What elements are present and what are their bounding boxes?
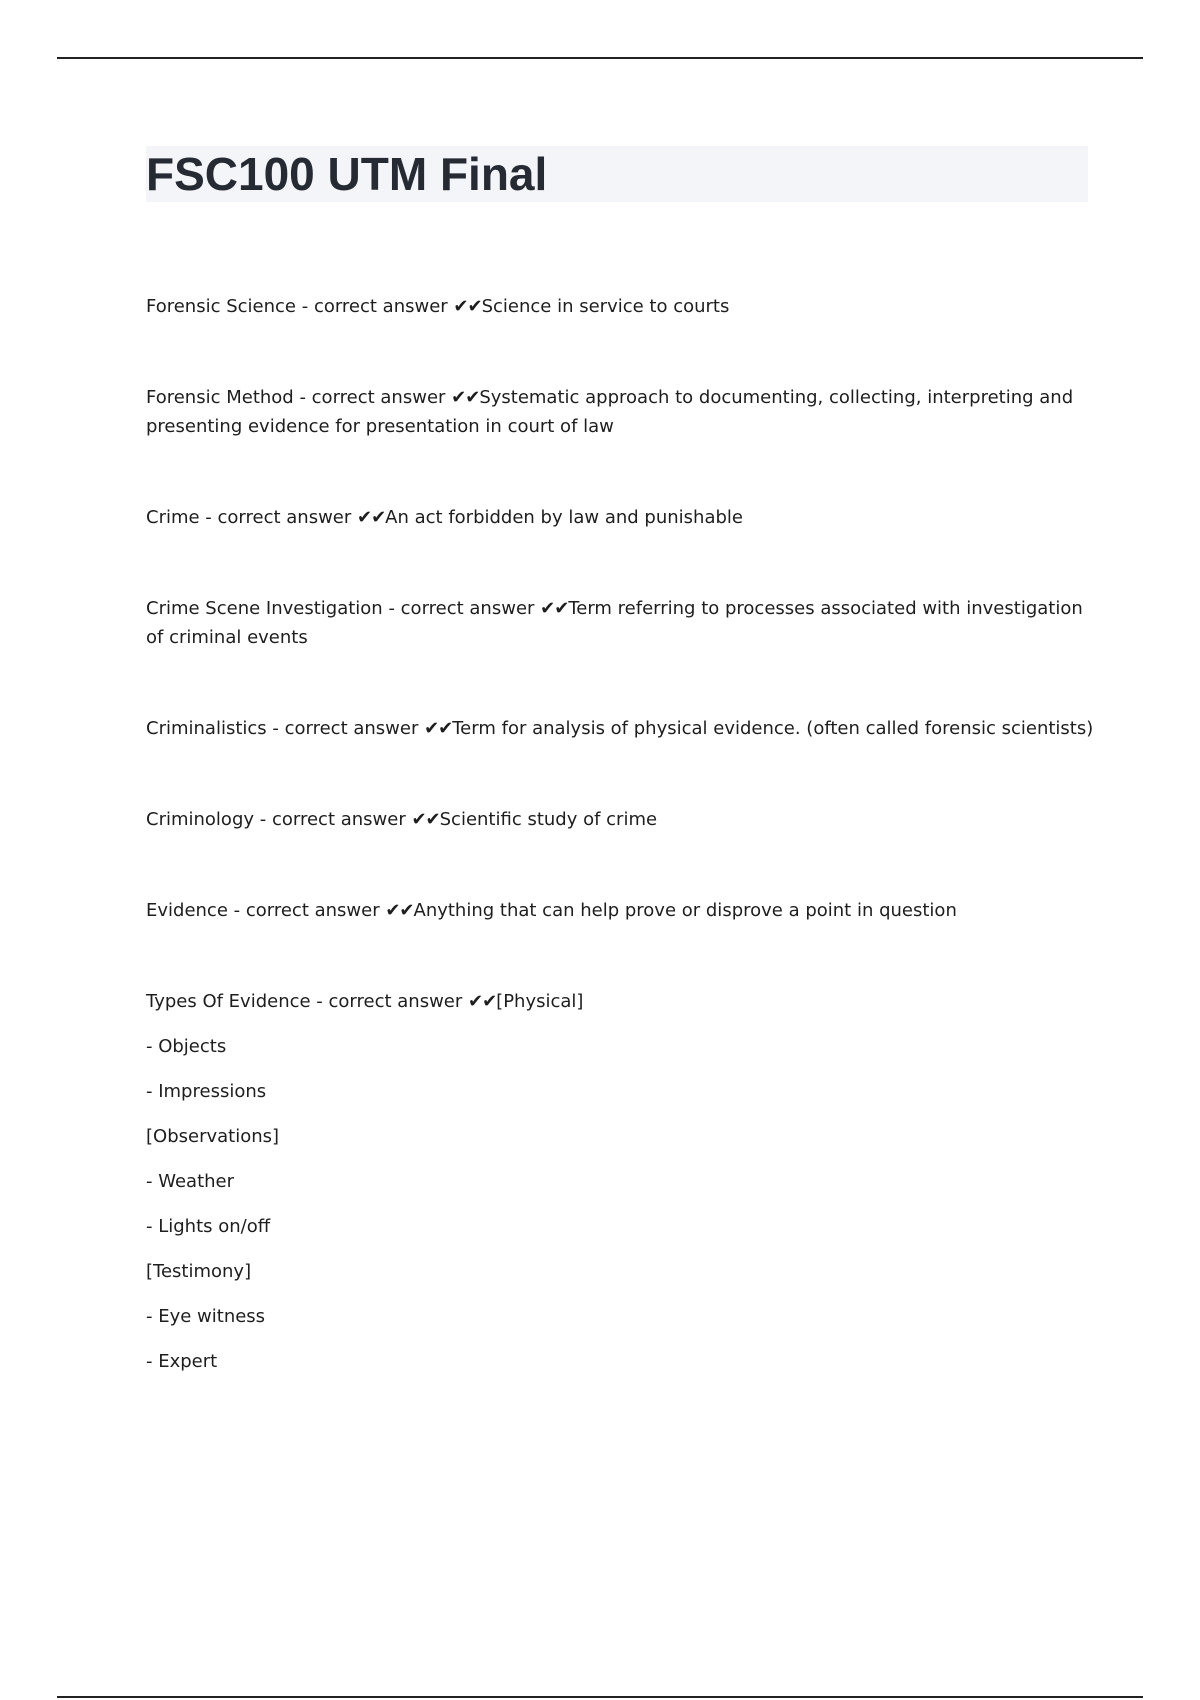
entry-separator: - correct answer: [382, 598, 541, 619]
flashcard-entry-types: [146, 987, 1096, 1376]
flashcard-entry: [146, 805, 1096, 834]
entry-term: Evidence: [146, 900, 228, 921]
checkmark-icon: ✔✔: [385, 900, 414, 921]
entry-answer: Term referring to processes associated with investigation of criminal events: [146, 598, 1083, 648]
flashcard-entry: [146, 503, 1096, 532]
types-heading-line: [146, 987, 1096, 1016]
entry-term: Crime Scene Investigation: [146, 598, 383, 619]
flashcard-entry: [146, 594, 1096, 652]
entry-term: Forensic Science: [146, 296, 296, 317]
entry-separator: - correct answer: [254, 809, 412, 830]
entry-separator: - correct answer: [310, 991, 468, 1012]
types-line-testimony: [Testimony]: [146, 1261, 252, 1282]
entry-answer: Scientific study of crime: [439, 809, 658, 830]
checkmark-icon: ✔✔: [453, 296, 482, 317]
entry-term: Forensic Method: [146, 387, 294, 408]
entry-separator: - correct answer: [266, 718, 425, 739]
checkmark-icon: ✔✔: [540, 598, 569, 619]
entry-separator: - correct answer: [293, 387, 452, 408]
flashcard-entry: [146, 714, 1096, 743]
entry-term: Criminology: [146, 809, 255, 830]
bottom-rule: [57, 1696, 1143, 1698]
flashcard-entry: [146, 896, 1096, 925]
checkmark-icon: ✔✔: [424, 718, 453, 739]
types-line-observations: [Observations]: [146, 1126, 280, 1147]
types-line-impressions: - Impressions: [146, 1081, 267, 1102]
checkmark-icon: ✔✔: [411, 809, 440, 830]
flashcard-entry: [146, 292, 1096, 321]
checkmark-icon: ✔✔: [468, 991, 497, 1012]
entry-answer: Science in service to courts: [481, 296, 730, 317]
entry-term: Crime: [146, 507, 200, 528]
entry-answer: Anything that can help prove or disprove a point in question: [413, 900, 957, 921]
checkmark-icon: ✔✔: [357, 507, 386, 528]
types-line-eye-witness: - Eye witness: [146, 1306, 266, 1327]
types-line-lights: - Lights on/off: [146, 1216, 271, 1237]
entry-term: Types Of Evidence: [146, 991, 311, 1012]
entry-term: Criminalistics: [146, 718, 267, 739]
flashcard-entry: [146, 383, 1096, 441]
entry-separator: - correct answer: [227, 900, 386, 921]
types-line-expert: - Expert: [146, 1351, 218, 1372]
flashcard-list: [146, 292, 1096, 1376]
entry-separator: - correct answer: [199, 507, 357, 528]
checkmark-icon: ✔✔: [451, 387, 480, 408]
entry-answer: An act forbidden by law and punishable: [385, 507, 743, 528]
types-line-objects: - Objects: [146, 1036, 227, 1057]
entry-answer: Systematic approach to documenting, collecting, interpreting and presenting evidence for presentation in court of law: [146, 387, 1074, 437]
types-line-weather: - Weather: [146, 1171, 235, 1192]
document-title: FSC100 UTM Final: [146, 148, 548, 200]
entry-separator: - correct answer: [296, 296, 454, 317]
entry-answer: [Physical]: [496, 991, 584, 1012]
entry-answer: Term for analysis of physical evidence. (often called forensic scientists): [452, 718, 1094, 739]
top-rule: [57, 57, 1143, 59]
